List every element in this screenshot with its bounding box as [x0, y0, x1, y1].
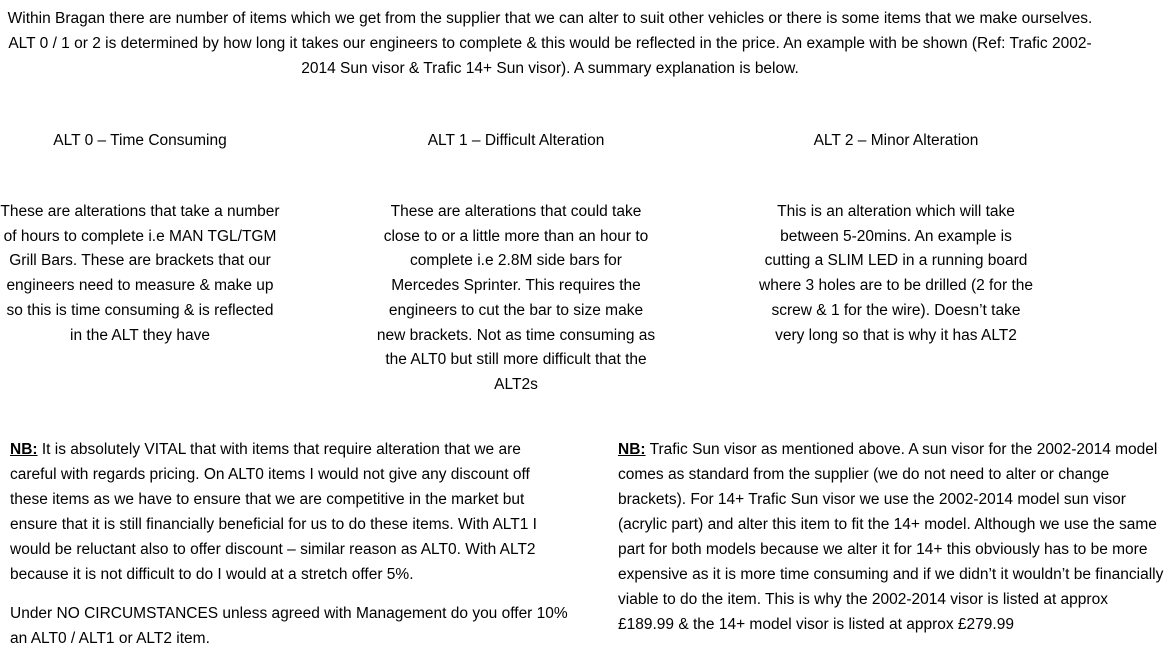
note-left-warning: Under NO CIRCUMSTANCES unless agreed with Management do you offer 10% an ALT0 / ALT1 or ALT2 item.	[10, 605, 568, 647]
note-left-label: NB:	[10, 441, 38, 458]
alt1-description: These are alterations that could take close to or a little more than an hour to complete i.e 2.8M side bars for Mercedes Sprinter. This requires the engineers to cut the bar to size make new brackets. Not as time consuming as the ALT0 but still more difficult that the ALT2s	[376, 203, 656, 393]
note-left-text: It is absolutely VITAL that with items that require alteration that we are careful with regards pricing. On ALT0 items I would not give any discount off these items as we have to ensure that we are competitive in the market but ensure that it is still financially beneficial for us to do these items. With ALT1 I would be reluctant also to offer discount – similar reason as ALT0. With ALT2 because it is not difficult to do I would at a stretch offer 5%.	[10, 441, 537, 583]
note-left	[10, 437, 570, 587]
note-right-text: Trafic Sun visor as mentioned above. A sun visor for the 2002-2014 model comes as standard from the supplier (we do not need to alter or change brackets). For 14+ Trafic Sun visor we use the 2002-2014 model sun visor (acrylic part) and alter this item to fit the 14+ model. Although we use the same part for both models because we alter it for 14+ this obviously has to be more expensive as it is more time consuming and if we didn’t it wouldn’t be financially viable to do the item. This is why the 2002-2014 visor is listed at approx £189.99 & the 14+ model visor is listed at approx £279.99	[618, 441, 1164, 633]
alt0-description: These are alterations that take a number of hours to complete i.e MAN TGL/TGM Grill Bars. These are brackets that our engineers need to measure & make up so this is time consuming & is reflected in the ALT they have	[0, 203, 280, 344]
alt2-description: This is an alteration which will take between 5-20mins. An example is cutting a SLIM LED in a running board where 3 holes are to be drilled (2 for the screw & 1 for the wire). Doesn’t take very long so that is why it has ALT2	[759, 203, 1033, 344]
intro-paragraph: Within Bragan there are number of items which we get from the supplier that we can alter to suit other vehicles or there is some items that we make ourselves. ALT 0 / 1 or 2 is determined by how long it takes our engineers to complete & this would be reflected in the price. An example with be shown (Ref: Trafic 2002-2014 Sun visor & Trafic 14+ Sun visor). A summary explanation is below.	[7, 10, 1093, 77]
alt0-heading: ALT 0 – Time Consuming	[53, 132, 227, 149]
note-right	[618, 437, 1168, 637]
alt2-heading: ALT 2 – Minor Alteration	[813, 132, 979, 149]
note-right-label: NB:	[618, 441, 646, 458]
alt1-heading: ALT 1 – Difficult Alteration	[427, 132, 605, 149]
